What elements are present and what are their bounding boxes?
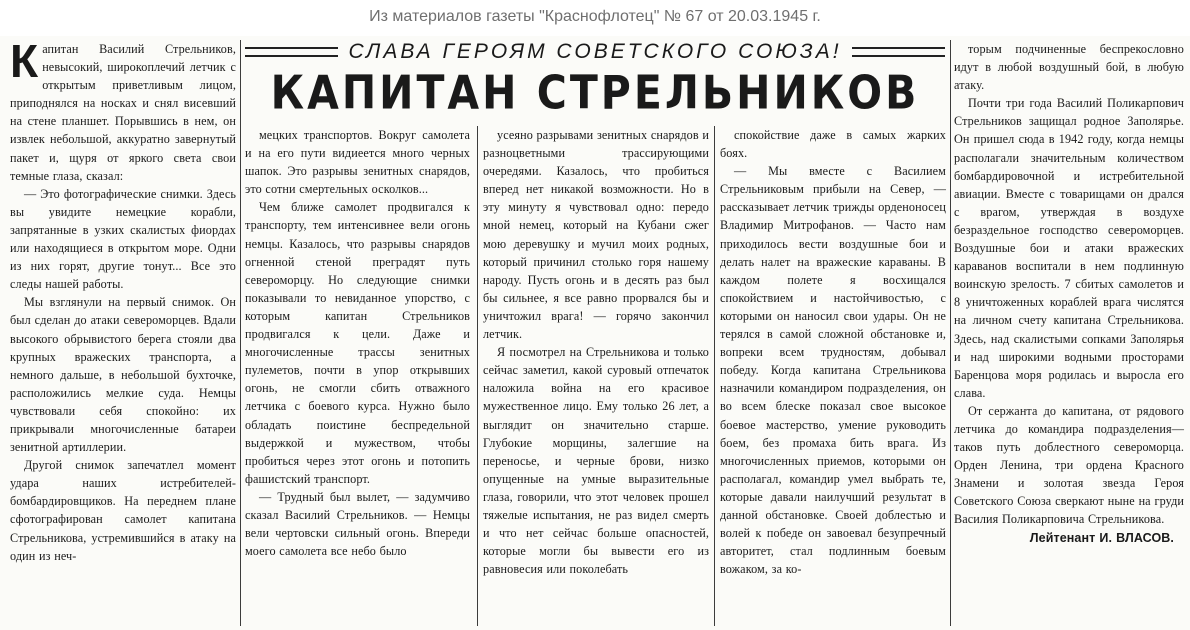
paragraph: Почти три года Василий Поликарпович Стрельников защищал родное Заполярье. Он пришел сюда в 1942 году, когда немцы располагали значительным количеством бомбардировочной и истребительной авиации. Вместе с товарищами он дрался с врагом, утверждая в воздухе безраздельное господство североморцев. Воздушные бои и атаки вражеских караванов воспитали в нем подлинную воинскую зрелость. 7 сбитых самолетов и 8 уничтоженных кораблей врага числятся на личном счету капитана Стрельникова. Здесь, над скалистыми сопками Заполярья и над широкими водными просторами Баренцова моря родилась и выросла его слава. xyxy=(954,96,1184,400)
column-divider xyxy=(714,126,715,626)
paragraph: — Это фотографические снимки. Здесь вы увидите немецкие корабли, запрятанные в узких скалистых фиордах или находящиеся в открытом море. Одни из них горят, другие тонут... Все это следы нашей работы. xyxy=(10,186,236,292)
banner-rule-left xyxy=(245,47,338,57)
paragraph: торым подчиненные беспрекословно идут в любой воздушный бой, в любую атаку. xyxy=(954,42,1184,93)
paragraph: Я посмотрел на Стрельникова и только сейчас заметил, какой суровый отпечаток наложила война на его красивое мужественное лицо. Ему только 26 лет, а выглядит он значительно старше. Глубокие морщины, залегшие на переносье, и черные брови, низко опущенные на умные выразительные глаза, говорили, что этот человек прошел тяжелые испытания, не раз видел смерть и что нет сейчас больше опасностей, которые могли бы вывести его из равновесия или поколебать xyxy=(483,345,709,577)
article-headline: КАПИТАН СТРЕЛЬНИКОВ xyxy=(270,66,920,120)
article-column-5 xyxy=(954,40,1184,547)
rubric-text: СЛАВА ГЕРОЯМ СОВЕТСКОГО СОЮЗА! xyxy=(348,40,842,63)
column-divider xyxy=(240,40,241,626)
article-column-4 xyxy=(720,126,946,578)
paragraph: — Трудный был вылет, — задумчиво сказал Василий Стрельников. — Немцы вели чертовски сильный огонь. Впереди моего самолета все небо было xyxy=(245,489,470,559)
drop-cap: К xyxy=(10,35,39,87)
paragraph: От сержанта до капитана, от рядового летчика до командира подразделения—таков путь доблестного североморца. Орден Ленина, три ордена Красного Знамени и золотая звезда Героя Советского Союза сверкают ныне на груди Василия Поликарповича Стрельникова. xyxy=(954,403,1184,527)
article-column-2 xyxy=(245,126,470,560)
paragraph: мецких транспортов. Вокруг самолета и на его пути видиеется много черных шапок. Это разрывы зенитных снарядов, это сотни смертельных осколков... xyxy=(245,128,470,197)
paragraph: Мы взглянули на первый снимок. Он был сделан до атаки североморцев. Вдали высокого обрывистого берега стояли два крупных вражеских транспорта, а немного дальше, в небольшой бухточке, расположились мелкие суда. Немцы чувствовали себя спокойно: их прикрывали многочисленные батареи зенитной артиллерии. xyxy=(10,295,236,455)
article-column-1 xyxy=(10,35,236,565)
paragraph xyxy=(10,35,236,185)
author-signature: Лейтенант И. ВЛАСОВ. xyxy=(1029,530,1174,545)
column-divider xyxy=(950,40,951,626)
paragraph-text: апитан Василий Стрельников, невысокий, широкоплечий летчик с открытым приветливым лицом, приподнялся на носках и снял висевший на стене планшет. Порывшись в нем, он извлек небольшой, аккуратно завернутый пакет и, щуря от яркого света свои темные глаза, сказал: xyxy=(10,42,236,183)
archive-caption: Из материалов газеты "Краснофлотец" № 67 от 20.03.1945 г. xyxy=(369,8,821,25)
article-column-3 xyxy=(483,126,709,578)
newspaper-page xyxy=(0,36,1190,630)
banner-rule-right xyxy=(852,47,945,57)
paragraph: — Мы вместе с Василием Стрельниковым прибыли на Север, — рассказывает летчик трижды орденоносец Владимир Митрофанов. — Часто нам приходилось вести воздушные бои и делать налет на вражеские караваны. В каждом полете я восхищался спокойствием и настойчивостью, с которыми он наносил свои удары. Он не терялся в самой сложной обстановке и, вопреки всем трудностям, добывал победу. Когда капитана Стрельникова назначили командиром подразделения, он во всем блеске показал свое высокое боевое мастерство, умение руководить боем, без промаха бить врага. Из многочисленных приемов, которыми он располагал, командир умел выбрать те, которые давали наилучший результат в данной обстановке. Своей доблестью и волей к победе он завоевал безупречный авторитет, стал подлинным боевым вожаком, за ко- xyxy=(720,164,946,577)
paragraph: усеяно разрывами зенитных снарядов и разноцветными трассирующими очередями. Казалось, что пробиться вперед нет никакой возможности. Но в эту минуту я чувствовал одно: передо мной немец, который на Кубани сжег мою деревушку и мучил моих родных, который причинил столько горя нашему народу. Пусть огонь и в десять раз был бы сильнее, я все равно прорвался бы и уничтожил врага! — горячо закончил летчик. xyxy=(483,128,709,342)
paragraph: Чем ближе самолет продвигался к транспорту, тем интенсивнее вели огонь немцы. Казалось, что разрывы снарядов огненной стеной преградят путь североморцу. Но следующие снимки показывали то невиданное упорство, с которым капитан Стрельников продвигался к цели. Даже и многочисленные трассы зенитных пулеметов, почти в упор открывших огонь, не смогли сбить отважного летчика с боевого курса. Нужно было обладать поистине беспредельной выдержкой и мужеством, чтобы пробиться через этот огонь и потопить фашистский транспорт. xyxy=(245,200,470,486)
headline-block xyxy=(245,38,945,120)
paragraph: Другой снимок запечатлел момент удара наших истребителей-бомбардировщиков. На переднем плане сфотографирован самолет капитана Стрельникова, устремившийся в атаку на один из неч- xyxy=(10,458,236,563)
paragraph: спокойствие даже в самых жарких боях. xyxy=(720,128,946,161)
column-divider xyxy=(477,126,478,626)
